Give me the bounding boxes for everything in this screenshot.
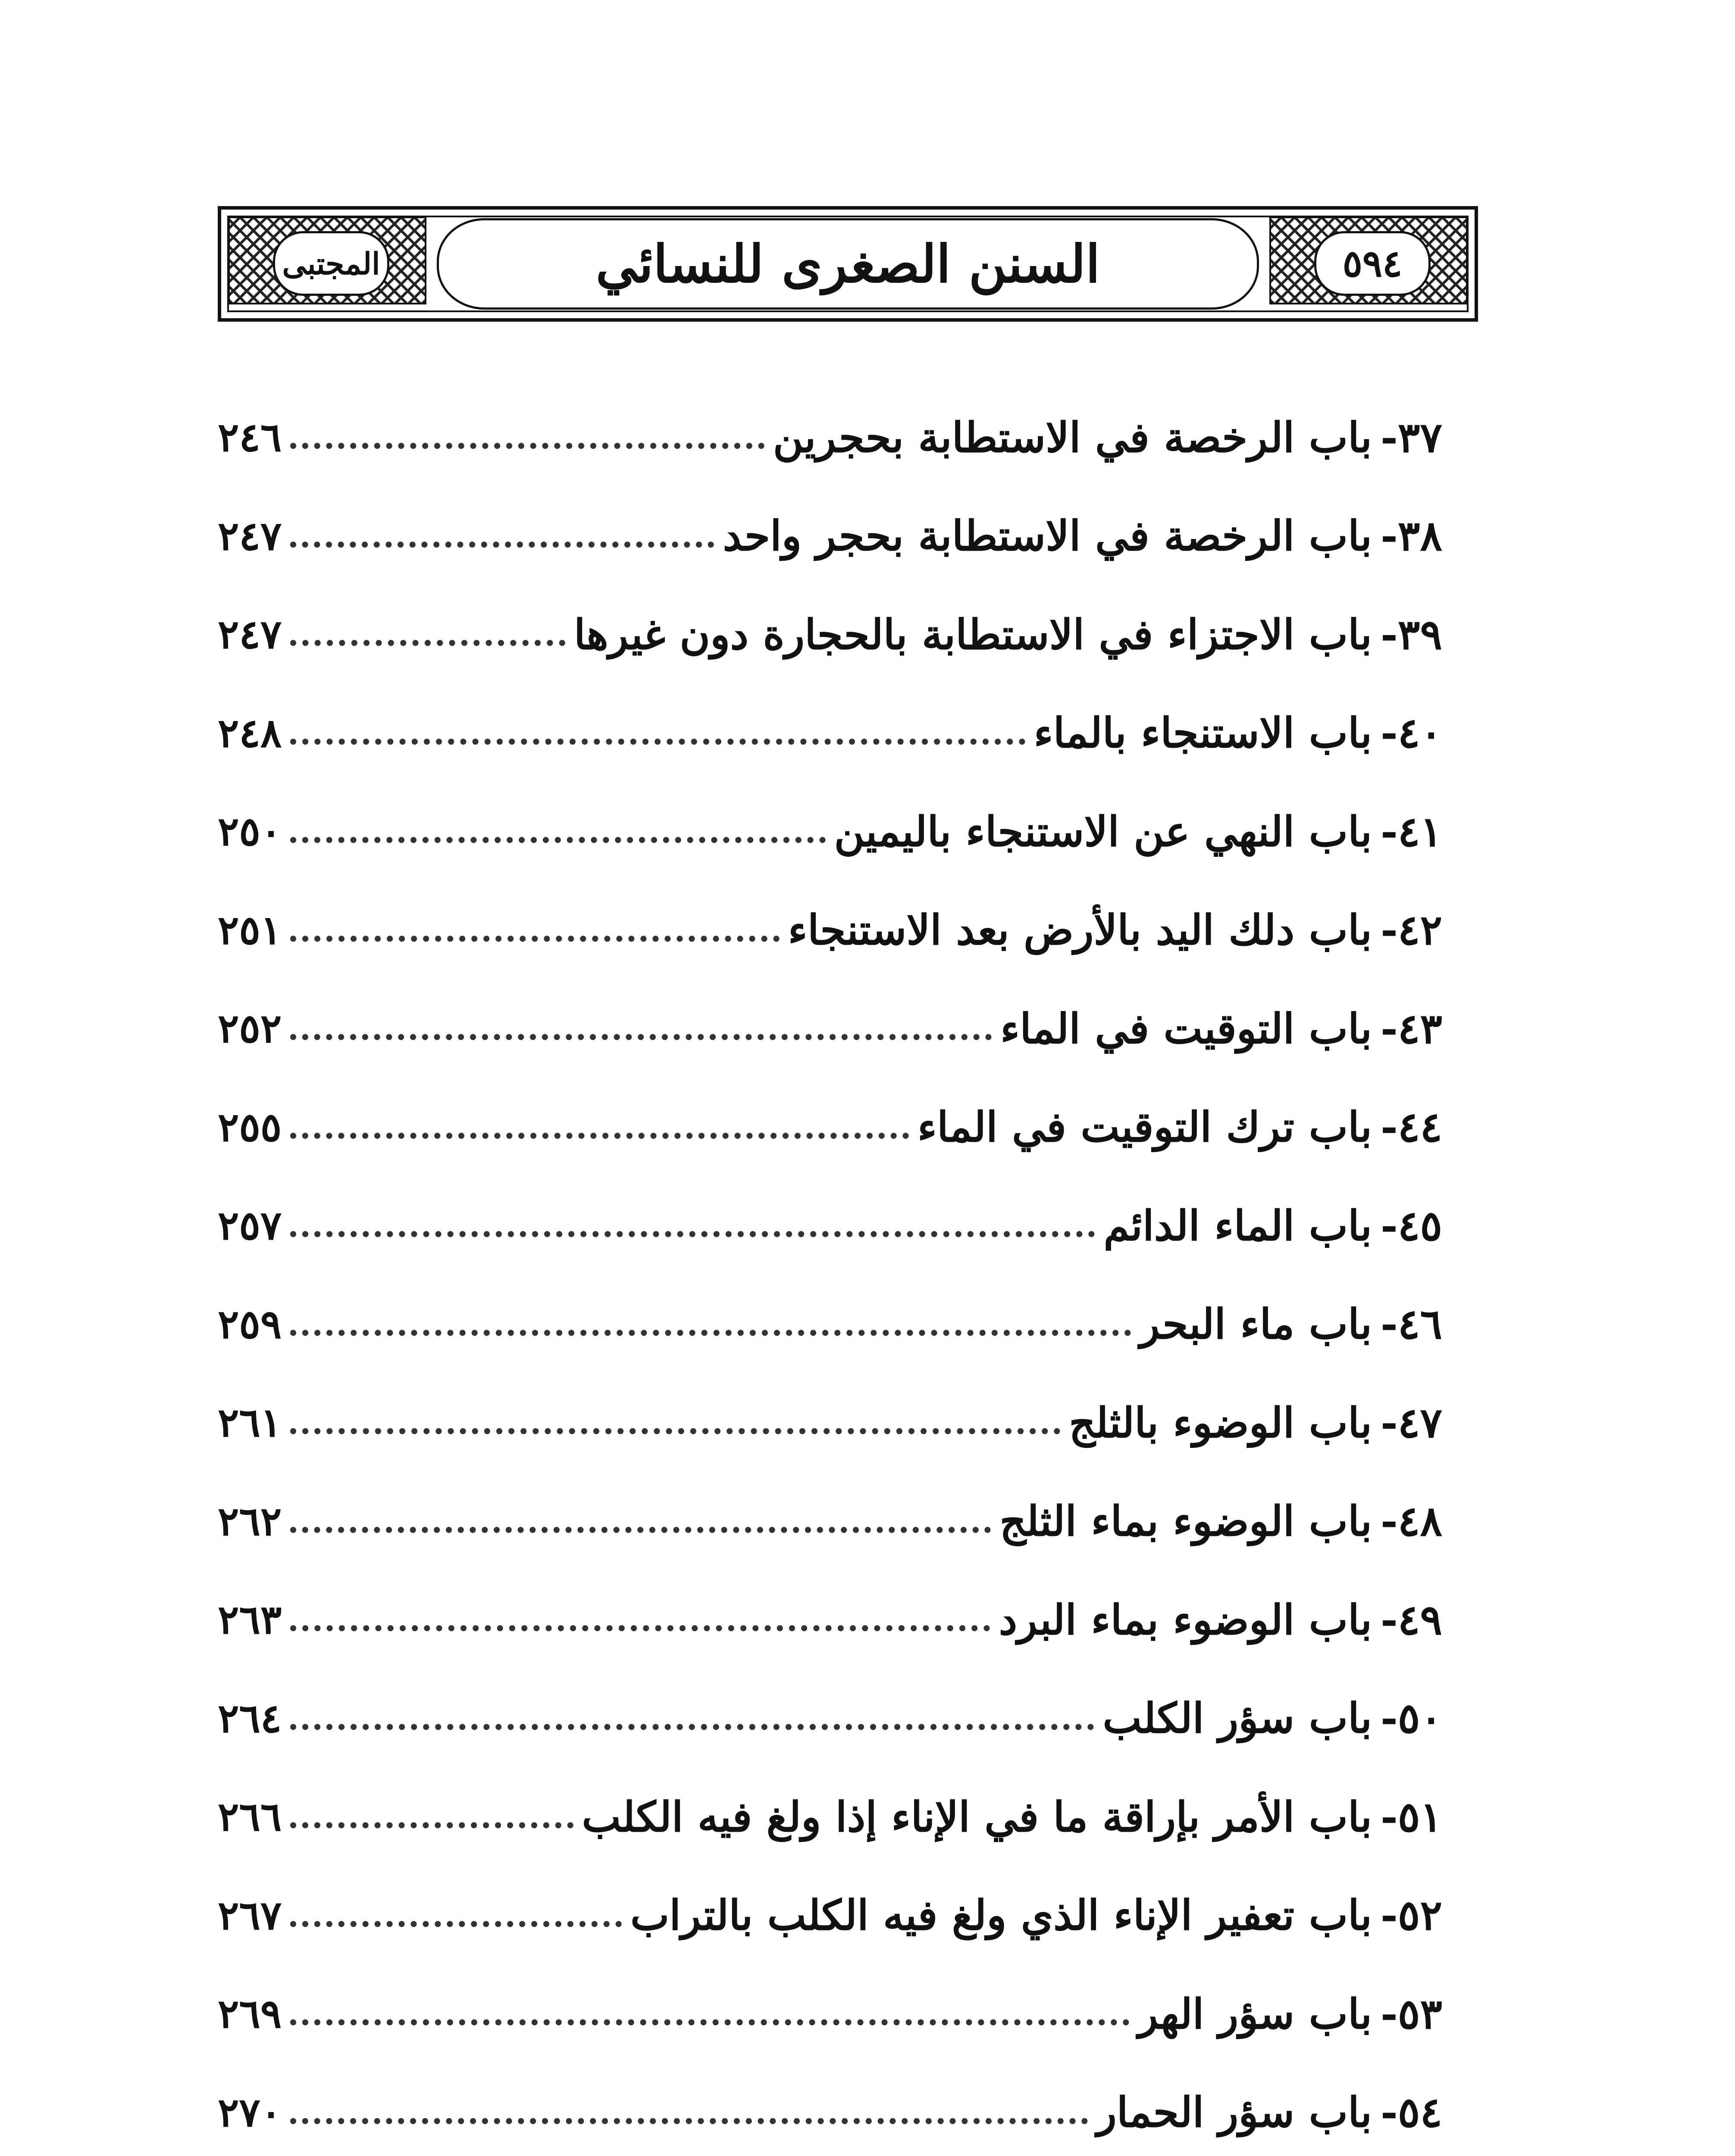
toc-entry [218, 881, 1442, 980]
dot-leader [290, 936, 779, 942]
entry-number: ٥٣- [1381, 1989, 1442, 2038]
entry-page: ٢٦٧ [218, 1892, 282, 1939]
entry-title: باب الماء الدائم [1103, 1201, 1372, 1250]
entry-number: ٣٩- [1381, 610, 1442, 659]
dot-leader [290, 1822, 573, 1828]
entry-number: ٤٧- [1381, 1398, 1442, 1447]
entry-number: ٥٢- [1381, 1891, 1442, 1940]
entry-title: باب الاجتزاء في الاستطابة بالحجارة دون غيرها [574, 610, 1372, 659]
entry-number: ٥١- [1381, 1792, 1442, 1841]
entry-title: باب النهي عن الاستنجاء باليمين [834, 807, 1372, 856]
toc-entry [218, 1472, 1442, 1571]
entry-number: ٥٠- [1381, 1694, 1442, 1743]
dot-leader [290, 1724, 1094, 1730]
toc-entry [218, 1275, 1442, 1374]
dot-leader [290, 1330, 1131, 1336]
entry-page: ٢٦٦ [218, 1793, 282, 1840]
entry-number: ٤٣- [1381, 1004, 1442, 1053]
entry-number: ٤٦- [1381, 1300, 1442, 1349]
entry-page: ٢٦١ [218, 1399, 282, 1446]
toc-entry [218, 585, 1442, 684]
toc-entry [218, 1078, 1442, 1177]
toc-entry [218, 1373, 1442, 1472]
entry-page: ٢٥٧ [218, 1202, 282, 1249]
table-of-contents [218, 388, 1442, 2156]
entry-number: ٤١- [1381, 807, 1442, 856]
toc-entry [218, 979, 1442, 1078]
entry-title: باب الرخصة في الاستطابة بحجر واحد [723, 511, 1372, 561]
entry-title: باب الأمر بإراقة ما في الإناء إذا ولغ فيه الكلب [582, 1792, 1372, 1841]
toc-entry [218, 1965, 1442, 2063]
entry-page: ٢٥٩ [218, 1300, 282, 1348]
emblem-text: المجتبى [282, 245, 380, 282]
entry-page: ٢٤٧ [218, 611, 282, 658]
header-ornament-right [1269, 216, 1468, 304]
entry-page: ٢٥١ [218, 906, 282, 953]
dot-leader [290, 1527, 991, 1533]
toc-entry [218, 684, 1442, 783]
dot-leader [290, 2019, 1129, 2025]
toc-entry [218, 388, 1442, 487]
dot-leader [290, 837, 825, 843]
page-number-cartouche [1314, 231, 1431, 296]
emblem-cartouche [273, 231, 389, 296]
entry-number: ٤٤- [1381, 1103, 1442, 1152]
dot-leader [290, 739, 1025, 745]
dot-leader [290, 1034, 992, 1040]
dot-leader [290, 542, 714, 548]
dot-leader [290, 1428, 1060, 1434]
dot-leader [290, 1133, 909, 1139]
entry-page: ٢٤٦ [218, 414, 282, 461]
page-number: ٥٩٤ [1342, 241, 1403, 285]
header-ornament-left [228, 216, 426, 304]
entry-title: باب ترك التوقيت في الماء [917, 1103, 1372, 1152]
toc-entry [218, 1570, 1442, 1669]
entry-page: ٢٧٠ [218, 2089, 282, 2136]
dot-leader [290, 2118, 1088, 2124]
dot-leader [290, 1625, 990, 1631]
dot-leader [290, 1231, 1095, 1237]
entry-page: ٢٦٩ [218, 1990, 282, 2037]
toc-entry [218, 2063, 1442, 2156]
entry-number: ٤٥- [1381, 1201, 1442, 1250]
toc-entry [218, 1176, 1442, 1275]
entry-number: ٤٠- [1381, 708, 1442, 758]
entry-number: ٤٢- [1381, 906, 1442, 955]
entry-title: باب التوقيت في الماء [1000, 1004, 1372, 1053]
entry-title: باب سؤر الحمار [1096, 2088, 1372, 2137]
toc-entry [218, 1767, 1442, 1866]
entry-title: باب دلك اليد بالأرض بعد الاستنجاء [788, 906, 1372, 955]
page-header [218, 206, 1478, 322]
toc-entry [218, 1866, 1442, 1965]
entry-title: باب الوضوء بماء البرد [999, 1595, 1372, 1644]
toc-entry [218, 782, 1442, 881]
entry-title: باب الرخصة في الاستطابة بحجرين [773, 413, 1372, 462]
entry-title: باب الوضوء بماء الثلج [999, 1497, 1372, 1546]
entry-page: ٢٥٥ [218, 1103, 282, 1150]
dot-leader [290, 1921, 622, 1927]
toc-entry [218, 487, 1442, 586]
header-banner [437, 218, 1259, 310]
entry-title: باب الوضوء بالثلج [1069, 1398, 1372, 1447]
entry-number: ٣٨- [1381, 511, 1442, 561]
toc-entry [218, 1669, 1442, 1768]
entry-page: ٢٥٠ [218, 808, 282, 855]
entry-number: ٥٤- [1381, 2088, 1442, 2137]
dot-leader [290, 443, 764, 449]
entry-page: ٢٦٣ [218, 1596, 282, 1643]
entry-title: باب سؤر الكلب [1102, 1694, 1372, 1743]
entry-title: باب ماء البحر [1140, 1300, 1372, 1349]
dot-leader [290, 640, 565, 646]
entry-page: ٢٤٨ [218, 709, 282, 756]
entry-number: ٤٨- [1381, 1497, 1442, 1546]
entry-page: ٢٦٤ [218, 1695, 282, 1742]
entry-title: باب الاستنجاء بالماء [1033, 708, 1372, 758]
entry-number: ٤٩- [1381, 1595, 1442, 1644]
entry-title: باب سؤر الهر [1138, 1989, 1372, 2038]
entry-title: باب تعفير الإناء الذي ولغ فيه الكلب بالتراب [630, 1891, 1372, 1940]
entry-page: ٢٥٢ [218, 1005, 282, 1052]
entry-page: ٢٤٧ [218, 512, 282, 559]
book-title: السنن الصغرى للنسائي [595, 233, 1100, 295]
entry-page: ٢٦٢ [218, 1498, 282, 1545]
entry-number: ٣٧- [1381, 413, 1442, 462]
